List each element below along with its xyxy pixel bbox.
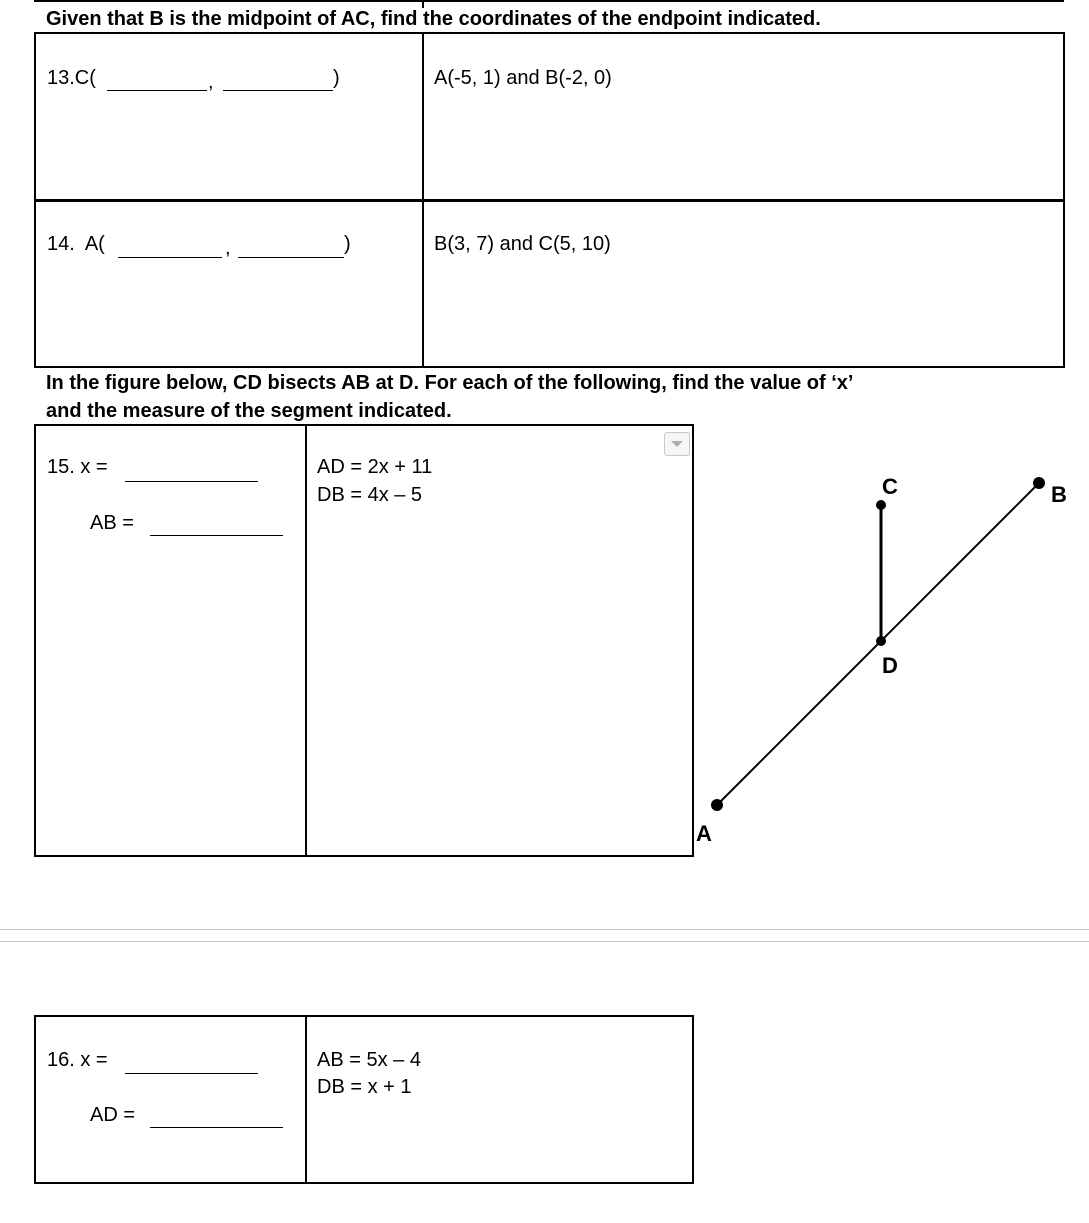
problem-14-close: )	[344, 233, 351, 255]
problem-13-comma: ,	[208, 71, 214, 93]
problem-14-label: 14. A(	[47, 233, 105, 255]
label-a: A	[696, 821, 712, 846]
problem-15-seg-label: AB =	[90, 512, 134, 534]
problem-16-divider	[305, 1015, 307, 1184]
section2-heading-line2: and the measure of the segment indicated.	[46, 400, 452, 422]
problem-15-x-label: 15. x =	[47, 456, 108, 478]
problem-16-given-2: DB = x + 1	[317, 1076, 412, 1098]
problem-16-given-1: AB = 5x – 4	[317, 1049, 421, 1071]
problem-16-seg-blank[interactable]	[150, 1127, 283, 1128]
point-d	[876, 636, 886, 646]
problem-15-given-2: DB = 4x – 5	[317, 484, 423, 506]
problem-15-divider	[305, 424, 307, 857]
problem-13-blank-x[interactable]	[107, 90, 207, 91]
problem-14-given: B(3, 7) and C(5, 10)	[434, 233, 611, 255]
label-b: B	[1051, 482, 1067, 507]
problem-13-given: A(-5, 1) and B(-2, 0)	[434, 67, 612, 89]
point-c	[876, 500, 886, 510]
problem-16-seg-label: AD =	[90, 1104, 136, 1126]
label-c: C	[882, 474, 898, 499]
page-separator-bottom	[0, 941, 1089, 942]
problem-14-blank-y[interactable]	[238, 257, 344, 258]
problem-13-close: )	[333, 67, 340, 89]
problem-13-blank-y[interactable]	[223, 90, 333, 91]
problem-15-given-1: AD = 2x + 11	[317, 456, 433, 478]
problem-16-x-label: 16. x =	[47, 1049, 108, 1071]
dropdown-toggle[interactable]	[664, 432, 690, 456]
bisector-figure	[680, 460, 1089, 860]
problem-14-comma: ,	[225, 237, 231, 259]
problem-16-x-blank[interactable]	[125, 1073, 258, 1074]
section1-heading: Given that B is the midpoint of AC, find the coordinates of the endpoint indicated.	[46, 8, 821, 30]
problem-14-blank-x[interactable]	[118, 257, 222, 258]
problem-14-table	[34, 199, 1065, 368]
section2-heading-line1: In the figure below, CD bisects AB at D. For each of the following, find the value of ‘x’	[46, 372, 854, 394]
problem-14-divider	[422, 199, 424, 368]
page-separator-top	[0, 929, 1089, 930]
point-a	[711, 799, 723, 811]
top-border	[34, 0, 1064, 2]
label-d: D	[882, 653, 898, 678]
point-b	[1033, 477, 1045, 489]
problem-13-table	[34, 32, 1065, 202]
problem-15-seg-blank[interactable]	[150, 535, 283, 536]
problem-13-label: 13.C(	[47, 67, 96, 89]
problem-15-x-blank[interactable]	[125, 481, 258, 482]
problem-13-divider	[422, 32, 424, 202]
